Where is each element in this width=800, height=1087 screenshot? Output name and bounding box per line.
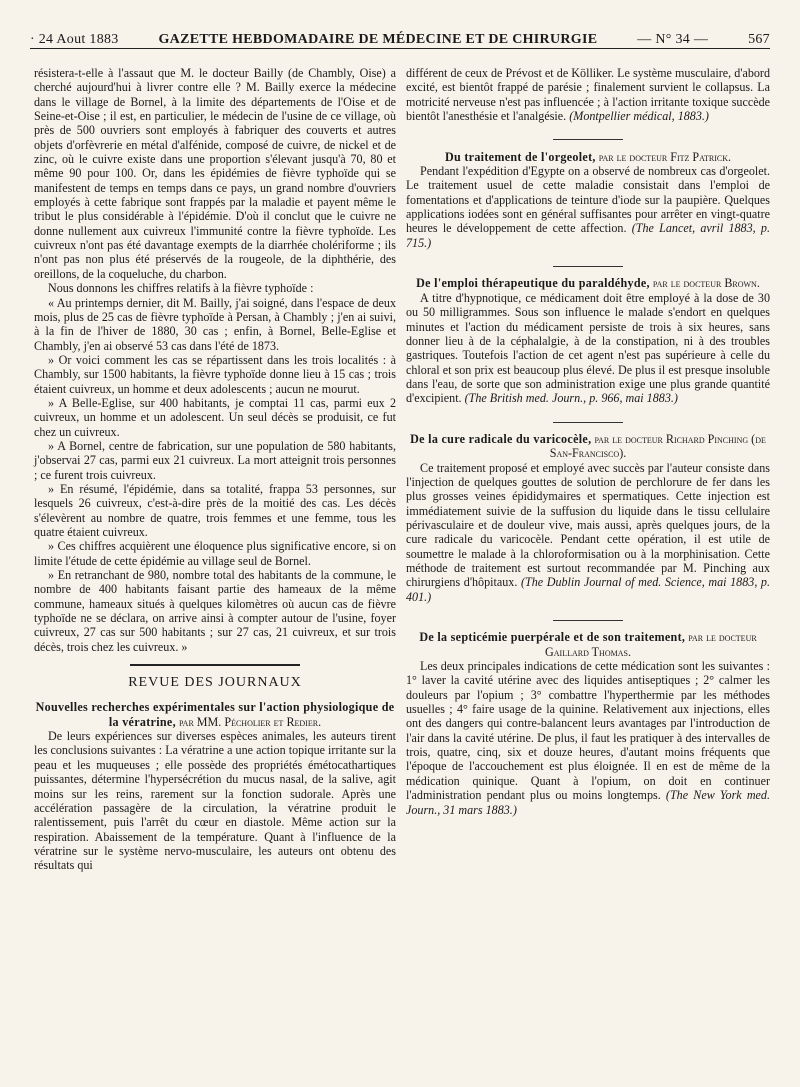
article-heading-authors: par le docteur Brown. — [652, 276, 760, 291]
article-heading-title: De la cure radicale du varicocèle, — [410, 431, 592, 446]
paragraph-text: différent de ceux de Prévost et de Kölliker. Le système musculaire, d'abord excité, est bientôt frappé de parésie ; finalement survient le collapsus. La motricité nerveuse n'est pas influencée ; à l'action irritante toxique succède bientôt l'anesthésie et l'analgésie. — [406, 66, 770, 124]
left-column — [34, 66, 396, 873]
article-text: Pendant l'expédition d'Egypte on a observé de nombreux cas d'orgeolet. Le traitement usuel de cette maladie consistait dans l'emploi de fomentations et d'applications de teinture d'iode sur la paupière. Quelques applications iodées sont en général suffisantes pour arrêter en vingt-quatre heures le développement de cette affection. — [406, 164, 770, 236]
article-separator — [406, 412, 770, 426]
article-heading — [406, 150, 770, 164]
article-heading-authors: par le docteur Fitz Patrick. — [598, 149, 732, 164]
citation: (Montpellier médical, 1883.) — [569, 109, 709, 124]
section-title: REVUE DES JOURNAUX — [128, 675, 302, 691]
header-issue-number: — N° 34 — — [637, 32, 709, 47]
article-text: Ce traitement proposé et employé avec succès par l'auteur consiste dans l'injection de quelques gouttes de solution de perchlorure de fer dans les plus grosses veines épididymaires et spermatiques. Cette injection est immédiatement suivie de la suffusion du liquide dans le tissu cellulaire périvasculaire et de douleur vive, mais aussi, après quelques jours, de la cure radicale du varicocèle. Pendant cette opération, il est utile de soumettre le malade à la chloroformisation ou à la morphinisation. Cette méthode de traitement est surtout recommandée par M. Pinching aux chirurgiens d'hôpitaux. — [406, 460, 770, 590]
article-heading-authors: par le docteur Gaillard Thomas. — [545, 630, 757, 659]
paragraph: résistera-t-elle à l'assaut que M. le docteur Bailly (de Chambly, Oise) a cherché aujourd'hui à livrer contre elle ? M. Bailly exerce la médecine dans le village de Bornel, à la limite des départements de l'Oise et de Seine-et-Oise ; il est, en particulier, le médecin de l'usine de ce village, où près de 500 ouvriers sont employés à fabriquer des couverts et autres objets d'orfèvrerie en métal d'alfénide, composé de cuivre, de nickel et de zinc, où le cuivre existe dans une proportion s'élevant jusqu'à 70, 80 et même 90 pour 100. Or, dans les épidémies de fièvre typhoïde qui se manifestent de temps en temps dans ce pays, un grand nombre d'ouvriers employés à cette fabrique sont frappés par la maladie et payent même le tribut le plus considérable à l'épidémie. D'où il conclut que le cuivre ne donne nullement aux cuivreux l'immunité contre la fièvre typhoïde. Les cuivreux n'ont pas été davantage exempts de la diarrhée cholériforme ; ils n'ont pas non plus été préservés de la rougeole, de la diphthérie, des oreillons, de la coqueluche, du charbon. — [34, 66, 396, 281]
paragraph: » A Belle-Eglise, sur 400 habitants, je comptai 11 cas, parmi eux 2 cuivreux, un homme et un adolescent. Un seul décès se produisit, ce fut chez un cuivreux. — [34, 395, 396, 439]
running-header — [30, 20, 770, 49]
article-body — [406, 461, 770, 604]
article-heading — [34, 700, 396, 729]
citation: (The Lancet, avril 1883, p. 715.) — [406, 221, 770, 250]
header-page-number: 567 — [748, 32, 770, 47]
header-date: · 24 Aout 1883 — [30, 32, 119, 47]
paragraph: Nous donnons les chiffres relatifs à la fièvre typhoïde : — [48, 281, 314, 296]
right-column — [406, 66, 770, 817]
article-body: De leurs expériences sur diverses espèces animales, les auteurs tirent les conclusions suivantes : La vératrine a une action topique irritante sur la peau et les muqueuses ; elle possède des propriétés émétocathartiques puissantes, détermine l'hypersécrétion du mucus nasal, de la salive, agit moins sur les reins, rarement sur la fonction sudorale. Après une accélération passagère de la circulation, la vératrine produit le ralentissement, puis l'arrêt du cœur en diastole. Même action sur la respiration. Abaissement de la température. Quant à l'influence de la vératrine sur le système nervo-musculaire, les auteurs ont obtenu des résultats qui — [34, 729, 396, 873]
article-heading-title: De l'emploi thérapeutique du paraldéhyde, — [416, 276, 650, 291]
article-body — [406, 164, 770, 250]
article-text: Les deux principales indications de cette médication sont les suivantes : 1° laver la cavité utérine avec des liquides antiseptiques ; 2° calmer les douleurs par l'opium ; 3° combattre l'hyperthermie par les méthodes usuelles ; 4° faire usage de la quinine. Relativement aux injections, elles ont des dangers qui contre-balancent leurs avantages par l'introduction de l'air dans la cavité utérine. De plus, il faut les pratiquer à des intervalles de trois, quatre, cinq, six et douze heures, d'autant moins fréquents que l'époque de l'accouchement est plus éloignée. Il en est de même de la médication quinique. Quant à l'opium, on doit en continuer l'administration pendant plus ou moins longtemps. — [406, 659, 770, 803]
citation: (The New York med. Journ., 31 mars 1883.) — [406, 788, 770, 817]
paragraph: « Au printemps dernier, dit M. Bailly, j'ai soigné, dans l'espace de deux mois, plus de 25 cas de fièvre typhoïde à Persan, à Chambly ; j'en ai suivi, à la fin de l'hiver de 1880, 30 cas ; enfin, à Bornel, Belle-Eglise et Chambly, j'en ai observé 53 cas dans l'été de 1873. — [34, 295, 396, 353]
citation: (The British med. Journ., p. 966, mai 1883.) — [464, 391, 678, 406]
article-heading-authors: par le docteur Richard Pinching (de San-Francisco). — [549, 431, 766, 461]
article-heading-title: Nouvelles recherches expérimentales sur l'action physiologique de la vératrine, — [35, 700, 395, 729]
paragraph: » En résumé, l'épidémie, dans sa totalité, frappa 53 personnes, sur lesquels 26 cuivreux, c'est-à-dire près de la moitié des cas. Les décès s'élevèrent au nombre de quatre, trois femmes et une femme, tous les quatre étaient cuivreux. — [34, 481, 396, 539]
citation: (The Dublin Journal of med. Science, mai 1883, p. 401.) — [406, 575, 770, 604]
paragraph: » Or voici comment les cas se répartissent dans les trois localités : à Chambly, sur 1500 habitants, la fièvre typhoïde donne lieu à 15 cas ; trois étaient cuivreux, un homme et deux adolescents ; aucun ne mourut. — [34, 352, 396, 396]
header-journal-title: GAZETTE HEBDOMADAIRE DE MÉDECINE ET DE CHIRURGIE — [158, 32, 598, 47]
article-separator — [406, 610, 770, 624]
article-heading-authors: par MM. Pécholier et Redier. — [178, 714, 322, 729]
paragraph — [406, 66, 770, 123]
article-body — [406, 291, 770, 406]
paragraph: » A Bornel, centre de fabrication, sur une population de 580 habitants, j'observai 27 cas, parmi eux 21 cuivreux. La mort atteignit trois personnes ; ce furent trois cuivreux. — [34, 438, 396, 482]
paragraph: » Ces chiffres acquièrent une éloquence plus significative encore, si on limite l'étude de cette épidémie au village seul de Bornel. — [34, 539, 396, 568]
section-divider — [130, 664, 300, 666]
article-heading — [406, 630, 770, 659]
paragraph: » En retranchant de 980, nombre total des habitants de la commune, le nombre de 400 habitants faisant partie des hameaux de la même commune, hameaux situés à quelques kilomètres où aucun cas de fièvre typhoïde ne se déclara, on arrive ainsi à compter autour de l'usine, foyer cuivreux, 27 cas sur 500 habitants ; sur 27 cas, 21 cuivreux, et sur trois décès, trois chez les cuivreux. » — [34, 568, 396, 654]
article-heading — [406, 432, 770, 461]
article-heading-title: Du traitement de l'orgeolet, — [444, 149, 596, 164]
article-body — [406, 659, 770, 817]
article-separator — [406, 256, 770, 270]
article-text: A titre d'hypnotique, ce médicament doit être employé à la dose de 30 ou 50 milligrammes. Sous son influence le malade s'endort en quelques minutes et l'action du médicament persiste de trois à six heures, sans donner lieu à de la céphalalgie, à de la constipation, ni à des troubles gastriques. Toutefois l'action de cet agent n'est pas supérieure à celle du chloral et son prix est beaucoup plus élevé. De plus il est presque insoluble dans l'eau, de sorte que son administration exige une plus grande quantité d'excipient. — [406, 290, 770, 406]
article-separator — [406, 129, 770, 143]
article-heading-title: De la septicémie puerpérale et de son traitement, — [419, 630, 686, 645]
article-heading — [406, 276, 770, 290]
